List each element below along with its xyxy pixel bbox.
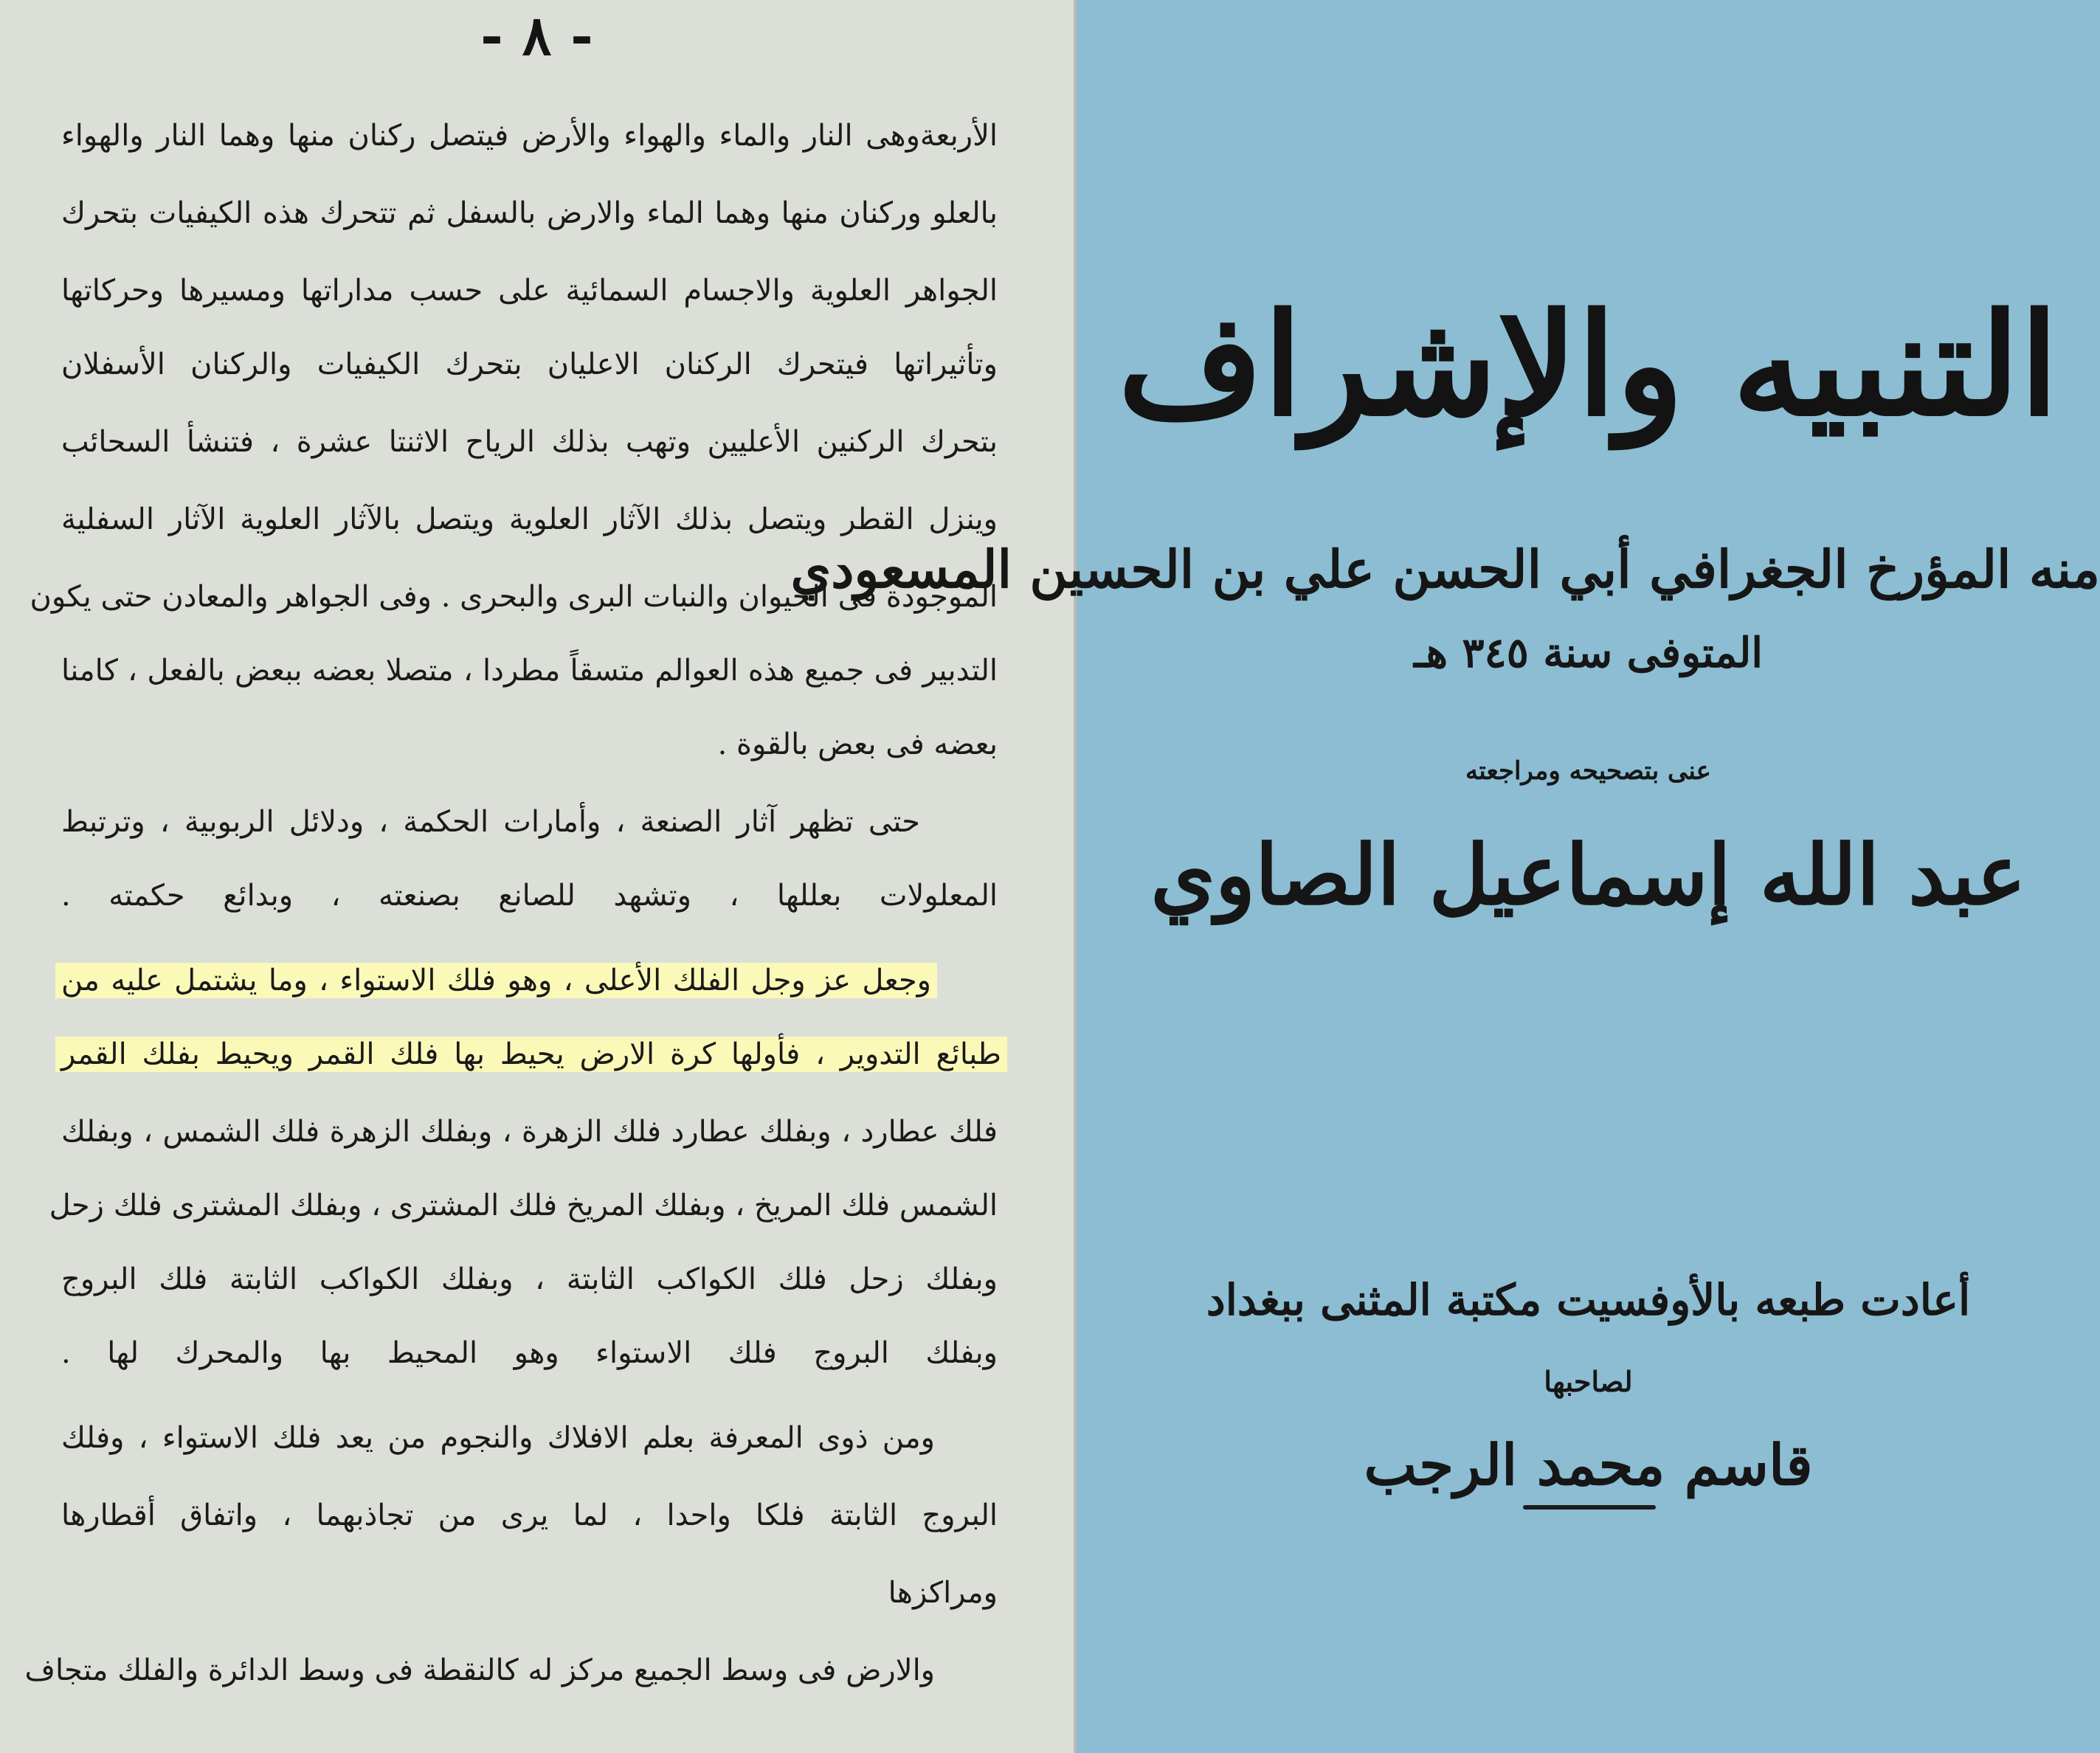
- text-line: حتى تظهر آثار الصنعة ، وأمارات الحكمة ، ودلائل الربوبية ، وترتبط: [61, 805, 920, 839]
- text-line: الأربعةوهى النار والماء والهواء والأرض فيتصل ركنان منها وهما النار والهواء: [61, 119, 998, 153]
- text-line: وبفلك البروج فلك الاستواء وهو المحيط بها والمحرك لها .: [61, 1336, 998, 1370]
- book-title: التنبيه والإشراف: [1118, 283, 2059, 447]
- text-line: الشمس فلك المريخ ، وبفلك المريخ فلك المشترى ، وبفلك المشترى فلك زحل: [49, 1189, 998, 1223]
- decorative-underline: [1523, 1505, 1656, 1510]
- page-number: - ٨ -: [480, 4, 593, 68]
- text-line: وبفلك زحل فلك الكواكب الثابتة ، وبفلك الكواكب الثابتة فلك البروج: [61, 1262, 998, 1296]
- owner-label: لصاحبها: [1544, 1365, 1633, 1398]
- text-line: بعضه فى بعض بالقوة .: [717, 727, 998, 761]
- text-line: الموجودة فى الحيوان والنبات البرى والبحرى . وفى الجواهر والمعادن حتى يكون: [30, 580, 998, 614]
- text-line: بتحرك الركنين الأعليين وتهب بذلك الرياح الاثنتا عشرة ، فتنشأ السحائب: [61, 425, 998, 459]
- author-line: منه المؤرخ الجغرافي أبي الحسن علي بن الحسين المسعودي: [790, 539, 2100, 600]
- editor-name: عبد الله إسماعيل الصاوي: [1150, 827, 2026, 924]
- text-line: التدبير فى جميع هذه العوالم متسقاً مطردا ، متصلا بعضه ببعض بالفعل ، كامنا: [61, 654, 998, 688]
- text-line: الجواهر العلوية والاجسام السمائية على حسب مداراتها ومسيرها وحركاتها: [61, 274, 998, 308]
- text-line: المعلولات بعللها ، وتشهد للصانع بصنعته ، وبدائع حكمته .: [61, 879, 998, 913]
- text-line: فلك عطارد ، وبفلك عطارد فلك الزهرة ، وبفلك الزهرة فلك الشمس ، وبفلك: [61, 1115, 998, 1149]
- text-line: بالعلو وركنان منها وهما الماء والارض بالسفل ثم تتحرك هذه الكيفيات بتحرك: [61, 196, 998, 230]
- text-line: وتأثيراتها فيتحرك الركنان الاعليان بتحرك الكيفيات والركنان الأسفلان: [61, 348, 998, 381]
- text-line: والارض فى وسط الجميع مركز له كالنقطة فى وسط الدائرة والفلك متجاف: [24, 1653, 935, 1687]
- highlighted-line: طبائع التدوير ، فأولها كرة الارض يحيط بها فلك القمر ويحيط بفلك القمر: [55, 1037, 1007, 1072]
- text-line: ومن ذوى المعرفة بعلم الافلاك والنجوم من يعد فلك الاستواء ، وفلك: [61, 1421, 935, 1455]
- text-line: ومراكزها: [888, 1576, 998, 1610]
- editing-note: عنى بتصحيحه ومراجعته: [1465, 756, 1711, 786]
- highlighted-line: وجعل عز وجل الفلك الأعلى ، وهو فلك الاستواء ، وما يشتمل عليه من: [55, 963, 937, 998]
- owner-name: قاسم محمد الرجب: [1364, 1432, 1813, 1498]
- text-line: وينزل القطر ويتصل بذلك الآثار العلوية ويتصل بالآثار العلوية الآثار السفلية: [61, 502, 998, 536]
- reprint-note: أعادت طبعه بالأوفسيت مكتبة المثنى ببغداد: [1206, 1275, 1971, 1325]
- text-line: البروج الثابتة فلكا واحدا ، لما يرى من تجاذبهما ، واتفاق أقطارها: [61, 1498, 998, 1532]
- death-date: المتوفى سنة ٣٤٥ هـ: [1414, 629, 1763, 677]
